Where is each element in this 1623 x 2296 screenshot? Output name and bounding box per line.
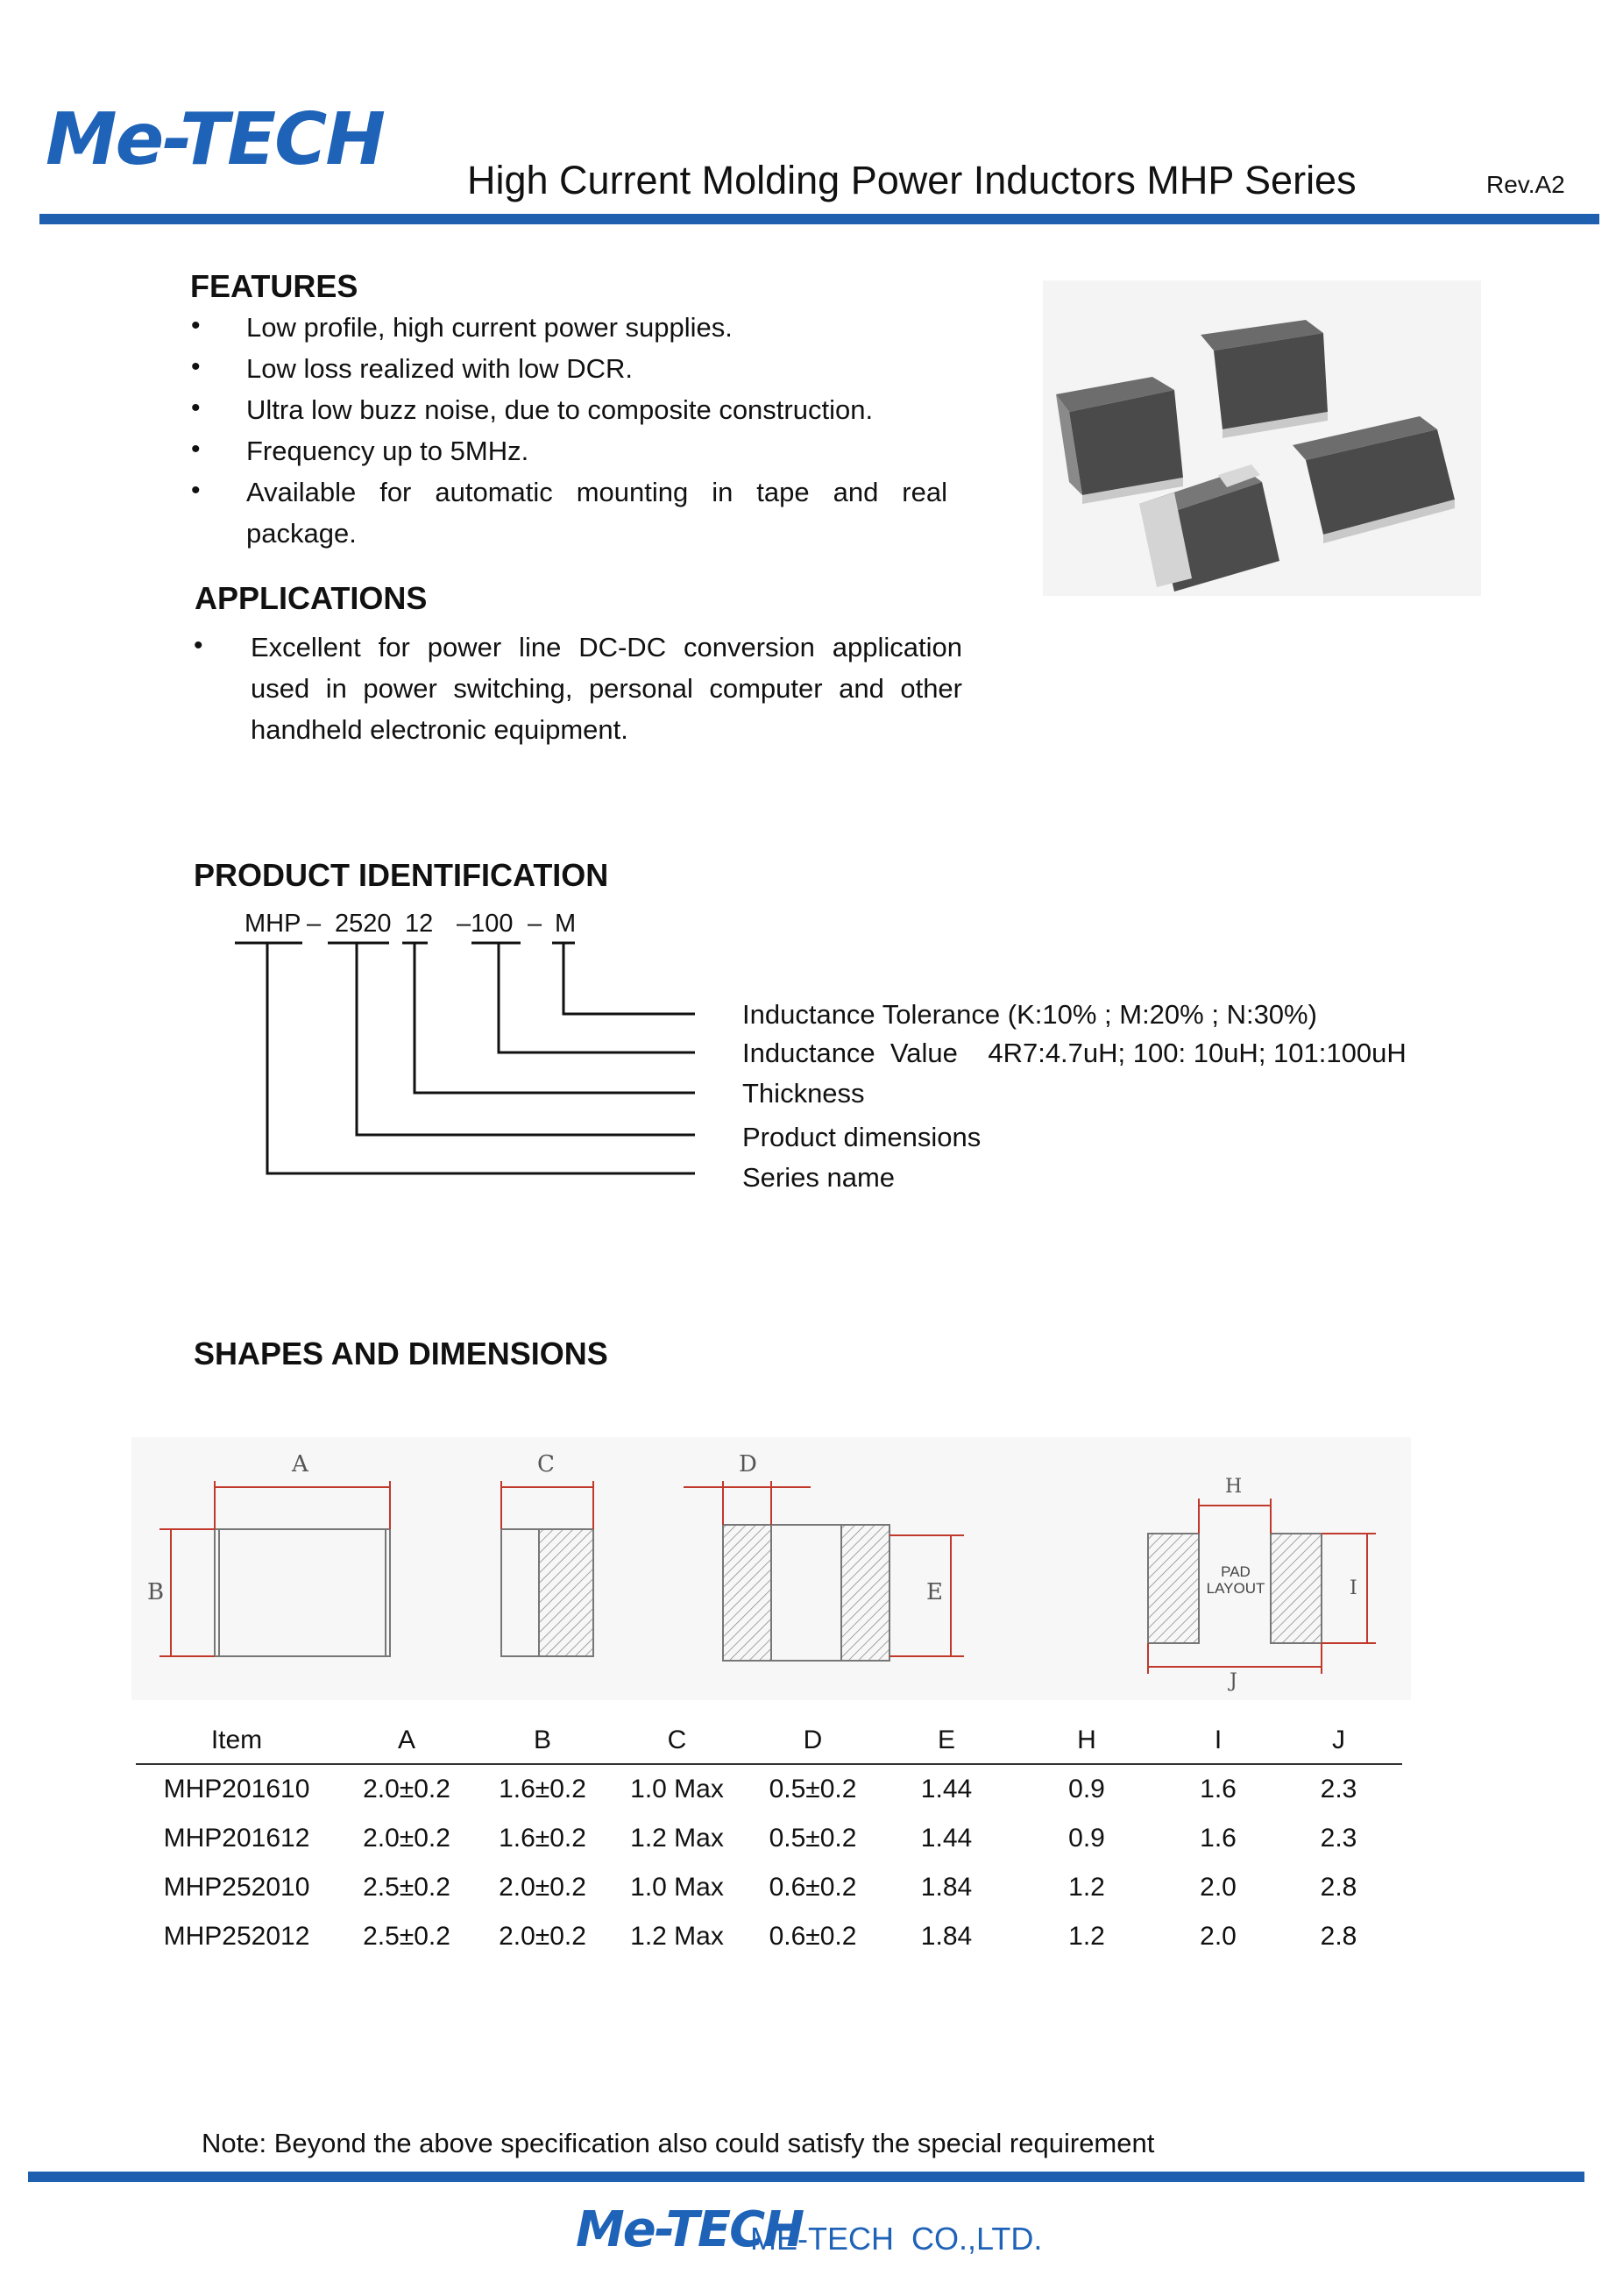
features-heading: FEATURES — [190, 268, 358, 304]
pad-label-line2: LAYOUT — [1206, 1580, 1265, 1597]
table-cell: 1.2 — [1068, 1873, 1105, 1902]
identification-label: Inductance Value 4R7:4.7uH; 100: 10uH; 101:100uH — [742, 1038, 1407, 1068]
table-cell: MHP252010 — [163, 1873, 310, 1902]
table-cell: 1.6±0.2 — [499, 1775, 586, 1803]
bullet-icon: • — [191, 476, 201, 505]
revision-label: Rev.A2 — [1486, 171, 1565, 198]
dim-label-a: A — [292, 1451, 308, 1478]
table-cell: 1.44 — [920, 1824, 973, 1853]
table-cell: 0.6±0.2 — [769, 1922, 857, 1951]
identification-label: Inductance Tolerance (K:10% ; M:20% ; N:30%) — [742, 999, 1317, 1030]
table-cell: 0.9 — [1068, 1775, 1105, 1803]
table-cell: 1.0 Max — [630, 1775, 724, 1803]
table-cell: 0.6±0.2 — [769, 1873, 857, 1902]
bullet-icon: • — [191, 352, 201, 381]
table-cell: 2.8 — [1320, 1873, 1357, 1902]
identification-label: Series name — [742, 1162, 896, 1193]
table-cell: 1.44 — [920, 1775, 973, 1803]
col-header: C — [609, 1718, 745, 1764]
col-header: J — [1275, 1718, 1402, 1764]
code-dimensions: 2520 — [335, 910, 392, 938]
table-cell: 2.8 — [1320, 1922, 1357, 1951]
pad-layout-label — [1201, 1563, 1271, 1597]
table-cell: 1.2 — [1068, 1922, 1105, 1951]
code-dash: – — [307, 910, 322, 938]
col-header: B — [476, 1718, 609, 1764]
header-logo-text: Me-TECH — [46, 98, 384, 181]
feature-item: Ultra low buzz noise, due to composite construction. — [246, 394, 874, 425]
bullet-icon: • — [191, 393, 201, 422]
feature-item: Low loss realized with low DCR. — [246, 353, 634, 384]
feature-item: Available for automatic mounting in tape and real package. — [246, 477, 947, 549]
dim-label-j: J — [1230, 1670, 1237, 1692]
bullet-icon: • — [191, 435, 201, 464]
table-cell: 1.84 — [920, 1922, 973, 1951]
table-cell: 2.0±0.2 — [363, 1775, 450, 1803]
table-cell: 1.6 — [1200, 1824, 1237, 1853]
table-cell: 1.2 Max — [630, 1922, 724, 1951]
code-thickness: 12 — [405, 910, 434, 938]
dim-label-i: I — [1350, 1577, 1357, 1599]
col-header: A — [337, 1718, 476, 1764]
table-cell: 2.0 — [1200, 1922, 1237, 1951]
col-header: Item — [136, 1718, 337, 1764]
table-cell: 2.0±0.2 — [499, 1922, 586, 1951]
col-header: D — [745, 1718, 881, 1764]
bullet-icon: • — [191, 311, 201, 340]
code-series: MHP — [245, 910, 301, 938]
dim-label-d: D — [739, 1451, 757, 1478]
table-cell: 1.2 Max — [630, 1824, 724, 1853]
code-dash: – — [528, 910, 542, 938]
col-header: H — [1012, 1718, 1161, 1764]
dim-label-b: B — [147, 1579, 165, 1605]
table-row — [136, 1814, 1402, 1863]
footer-rule — [28, 2172, 1584, 2182]
table-cell: 1.6±0.2 — [499, 1824, 586, 1853]
table-cell: 2.3 — [1320, 1824, 1357, 1853]
table-cell: 2.0±0.2 — [499, 1873, 586, 1902]
code-inductance: –100 — [457, 910, 514, 938]
dim-label-c: C — [537, 1451, 555, 1478]
table-row — [136, 1764, 1402, 1814]
table-cell: 2.5±0.2 — [363, 1922, 450, 1951]
identification-label: Thickness — [742, 1078, 865, 1109]
table-cell: 1.84 — [920, 1873, 973, 1902]
table-row — [136, 1912, 1402, 1961]
company-name: ME-TECH CO.,LTD. — [750, 2221, 1043, 2257]
table-cell: MHP201610 — [163, 1775, 310, 1803]
dimension-table — [136, 1718, 1402, 1961]
page-title: High Current Molding Power Inductors MHP Series — [467, 158, 1357, 202]
table-cell: MHP201612 — [163, 1824, 310, 1853]
product-identification-heading: PRODUCT IDENTIFICATION — [194, 857, 609, 893]
feature-item: Frequency up to 5MHz. — [246, 436, 529, 466]
applications-heading: APPLICATIONS — [195, 580, 428, 616]
table-cell: 0.9 — [1068, 1824, 1105, 1853]
dim-label-h: H — [1225, 1476, 1243, 1498]
table-cell: 2.5±0.2 — [363, 1873, 450, 1902]
footnote: Note: Beyond the above specification also could satisfy the special requirement — [202, 2128, 1155, 2158]
table-cell: MHP252012 — [163, 1922, 310, 1951]
bullet-icon: • — [194, 631, 203, 660]
table-cell: 2.0±0.2 — [363, 1824, 450, 1853]
shapes-heading: SHAPES AND DIMENSIONS — [194, 1336, 608, 1371]
identification-label: Product dimensions — [742, 1122, 982, 1152]
application-item: Excellent for power line DC-DC conversion application used in power switching, personal computer and other handheld electronic equipment. — [251, 632, 962, 745]
col-header: E — [881, 1718, 1012, 1764]
table-cell: 0.5±0.2 — [769, 1775, 857, 1803]
table-cell: 2.3 — [1320, 1775, 1357, 1803]
table-cell: 2.0 — [1200, 1873, 1237, 1902]
footer-logo-text: Me-TECH — [576, 2201, 804, 2258]
table-row — [136, 1863, 1402, 1912]
dim-label-e: E — [926, 1579, 943, 1605]
table-cell: 1.0 Max — [630, 1873, 724, 1902]
code-tolerance: M — [555, 910, 577, 938]
table-cell: 0.5±0.2 — [769, 1824, 857, 1853]
table-header-row — [136, 1718, 1402, 1764]
pad-label-line1: PAD — [1221, 1563, 1251, 1580]
feature-item: Low profile, high current power supplies. — [246, 312, 733, 343]
col-header: I — [1161, 1718, 1275, 1764]
table-cell: 1.6 — [1200, 1775, 1237, 1803]
